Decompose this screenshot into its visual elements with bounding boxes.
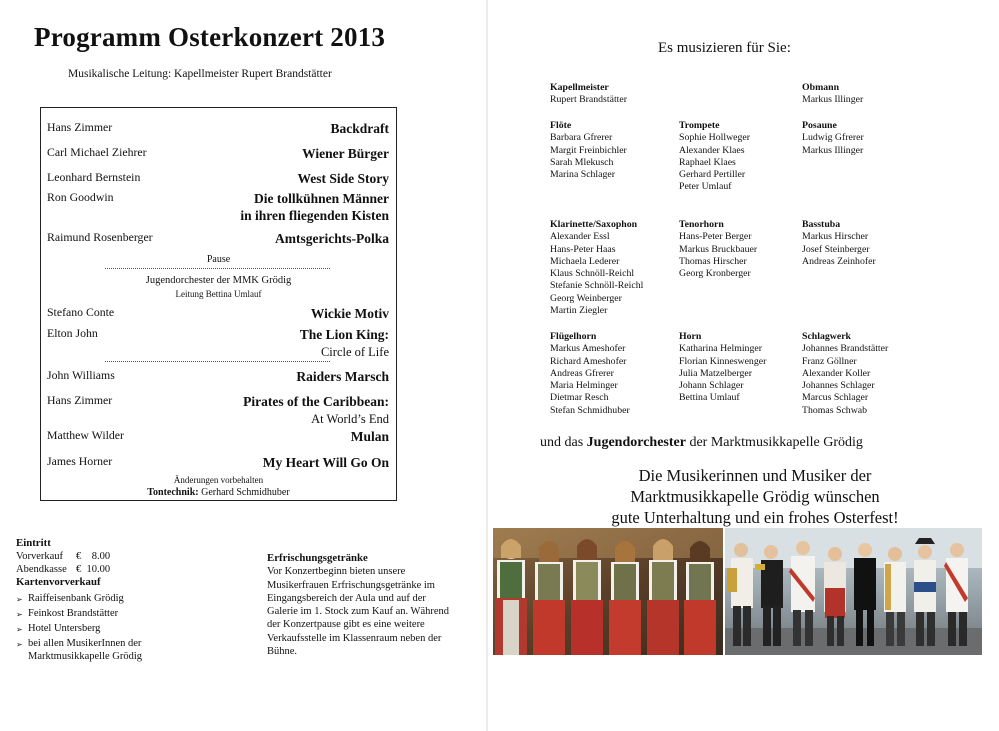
composer: Stefano Conte [47,305,115,319]
group-heading: Flöte [550,120,572,131]
photo-dirndl-image [493,528,723,655]
member: Dietmar Resch [550,392,609,404]
member: Maria Helminger [550,380,618,392]
composer: Ron Goodwin [47,190,114,204]
composer: Hans Zimmer [47,393,113,407]
group-heading: Flügelhorn [550,331,597,342]
left-page [0,0,490,731]
group-heading: Schlagwerk [802,331,851,342]
member: Johannes Brandstätter [802,343,889,355]
piece-title: Wiener Bürger [302,146,389,161]
member: Marina Schlager [550,169,616,181]
member: Michaela Lederer [550,255,620,267]
instrument-group [550,82,627,107]
composer: James Horner [47,454,113,468]
composer: Elton John [47,326,98,340]
refreshments-text: Vor Konzertbeginn bieten unsere Musikerfrauen Erfrischungsgetränke im Eingangsbereich der Aula und auf der Galerie im 1. Stock zum Kauf an. Während der Konzertpause gibt es eine weitere Verkaufsstelle im Klassenraum neben der Bühne. [267,566,450,658]
piece-title: Backdraft [330,121,389,136]
instrument-group [550,219,643,317]
piece-title [243,393,389,428]
member: Rupert Brandstätter [550,94,627,106]
changes-note: Änderungen vorbehalten [173,475,264,485]
right-page [490,0,999,731]
parade-photo [725,528,982,655]
divider [105,361,330,362]
group-photo-women-in-dirndl [493,528,723,655]
list-item: ➢ Raiffeisenbank Grödig [16,592,246,605]
composer: Leonhard Bernstein [47,170,141,184]
piece-title-line: Pirates of the Caribbean: [243,394,389,409]
refreshments-section [267,552,455,658]
youth-suffix: der Marktmusikkapelle Grödig [685,435,863,450]
member: Florian Kinneswenger [679,355,767,367]
instrument-group [550,331,630,417]
piece-subtitle: At World’s End [311,412,389,426]
piece-title: Amtsgerichts-Polka [275,231,389,246]
member: Johannes Schlager [802,380,875,392]
member: Bettina Umlauf [679,392,740,404]
member: Alexander Klaes [679,144,745,156]
member: Sophie Hollweger [679,132,751,144]
presale-price: € 8.00 [76,551,111,562]
member: Margit Freinbichler [550,144,627,156]
member: Hans-Peter Berger [679,231,752,243]
box-office-line [16,563,246,576]
greeting-line: Die Musikerinnen und Musiker der [638,466,872,485]
member: Hans-Peter Haas [550,243,616,255]
piece-title-line: The Lion King: [299,327,389,342]
conductor-line: Musikalische Leitung: Kapellmeister Rupert Brandstätter [68,68,332,80]
member: Franz Göllner [802,355,857,367]
member: Martin Ziegler [550,305,608,317]
youth-prefix: und das [540,435,587,450]
member: Alexander Essl [550,231,610,243]
programme-box [40,107,397,501]
box-office-price: € 10.00 [76,564,111,575]
piece-title [300,326,389,361]
instrument-group [802,219,876,268]
piece-title: Mulan [350,429,389,444]
musicians-title: Es musizieren für Sie: [658,40,791,56]
member: Markus Hirscher [802,231,869,243]
member: Klaus Schnöll-Reichl [550,268,635,280]
greeting-line: Marktmusikkapelle Grödig wünschen [630,487,880,506]
member: Markus Illinger [802,144,864,156]
group-heading: Posaune [802,120,837,131]
list-item: ➢ Hotel Untersberg [16,622,246,635]
group-heading: Trompete [679,120,720,131]
member: Josef Steinberger [802,243,870,255]
presale-label: Vorverkauf [16,551,64,562]
instrument-group [679,219,757,280]
composer: Raimund Rosenberger [47,230,153,244]
box-office-label: Abendkasse [16,564,67,575]
sound-tech-label: Tontechnik: [147,487,199,498]
group-heading: Horn [679,331,702,342]
member: Julia Matzelberger [679,367,752,379]
member: Barbara Gfrerer [550,132,613,144]
member: Andreas Zeinhofer [802,255,876,267]
photo-parade-image [725,528,982,655]
piece-title: Raiders Marsch [296,369,389,384]
instrument-group [802,82,863,107]
member: Markus Illinger [802,94,864,106]
instrument-group [550,120,627,181]
piece-subtitle: Circle of Life [320,345,389,359]
piece-title: Wickie Motiv [310,306,389,321]
divider [105,268,330,269]
member: Peter Umlauf [679,181,732,193]
member: Thomas Schwab [802,404,868,416]
piece-title-line: Die tollkühnen Männer [253,191,389,206]
presale-locations-list [16,592,246,663]
pause-label: Pause [206,254,231,265]
composer: Matthew Wilder [47,428,124,442]
presale-locations-heading: Kartenvorverkauf [16,576,101,588]
instrument-group [802,331,888,417]
entry-section [16,537,246,663]
group-heading: Basstuba [802,219,841,230]
group-heading: Klarinette/Saxophon [550,219,638,230]
list-item: ➢ Feinkost Brandstätter [16,607,246,620]
youth-leader-line: Leitung Bettina Umlauf [175,289,262,299]
greeting-line: gute Unterhaltung und ein frohes Osterfest! [611,508,899,527]
piece-title [240,190,389,224]
member: Georg Kronberger [679,268,751,280]
youth-orchestra-line: Jugendorchester der MMK Grödig [145,275,292,286]
sound-tech-line [41,487,396,498]
member: Raphael Klaes [679,156,736,168]
greeting-text [540,465,970,528]
instrument-group [802,120,864,157]
piece-title: West Side Story [297,171,389,186]
member: Georg Weinberger [550,292,622,304]
composer: Hans Zimmer [47,120,113,134]
member: Gerhard Pertiller [679,169,746,181]
page-fold [486,0,488,731]
member: Richard Ameshofer [550,355,627,367]
member: Katharina Helminger [679,343,762,355]
member: Stefanie Schnöll-Reichl [550,280,644,292]
instrument-group [679,331,766,405]
sound-tech-name: Gerhard Schmidhuber [198,487,290,498]
composer: John Williams [47,368,115,382]
member: Stefan Schmidhuber [550,404,630,416]
member: Markus Bruckbauer [679,243,758,255]
entry-heading: Eintritt [16,537,51,549]
piece-title: My Heart Will Go On [262,455,389,470]
group-heading: Kapellmeister [550,82,609,93]
piece-title-line: in ihren fliegenden Kisten [240,208,389,223]
member: Johann Schlager [679,380,744,392]
composer: Carl Michael Ziehrer [47,145,147,159]
member: Sarah Mlekusch [550,156,614,168]
member: Marcus Schlager [802,392,869,404]
group-heading: Tenorhorn [679,219,724,230]
youth-orchestra-note [540,435,863,451]
refreshments-heading: Erfrischungsgetränke [267,552,368,564]
member: Thomas Hirscher [679,255,747,267]
member: Ludwig Gfrerer [802,132,864,144]
instrument-group [679,120,750,194]
presale-line [16,550,246,563]
member: Alexander Koller [802,367,871,379]
member: Markus Ameshofer [550,343,626,355]
list-item: ➢ bei allen MusikerInnen der Marktmusikkapelle Grödig [16,637,168,663]
page-title: Programm Osterkonzert 2013 [34,22,386,52]
group-heading: Obmann [802,82,840,93]
youth-bold: Jugendorchester [586,435,686,450]
member: Andreas Gfrerer [550,367,614,379]
